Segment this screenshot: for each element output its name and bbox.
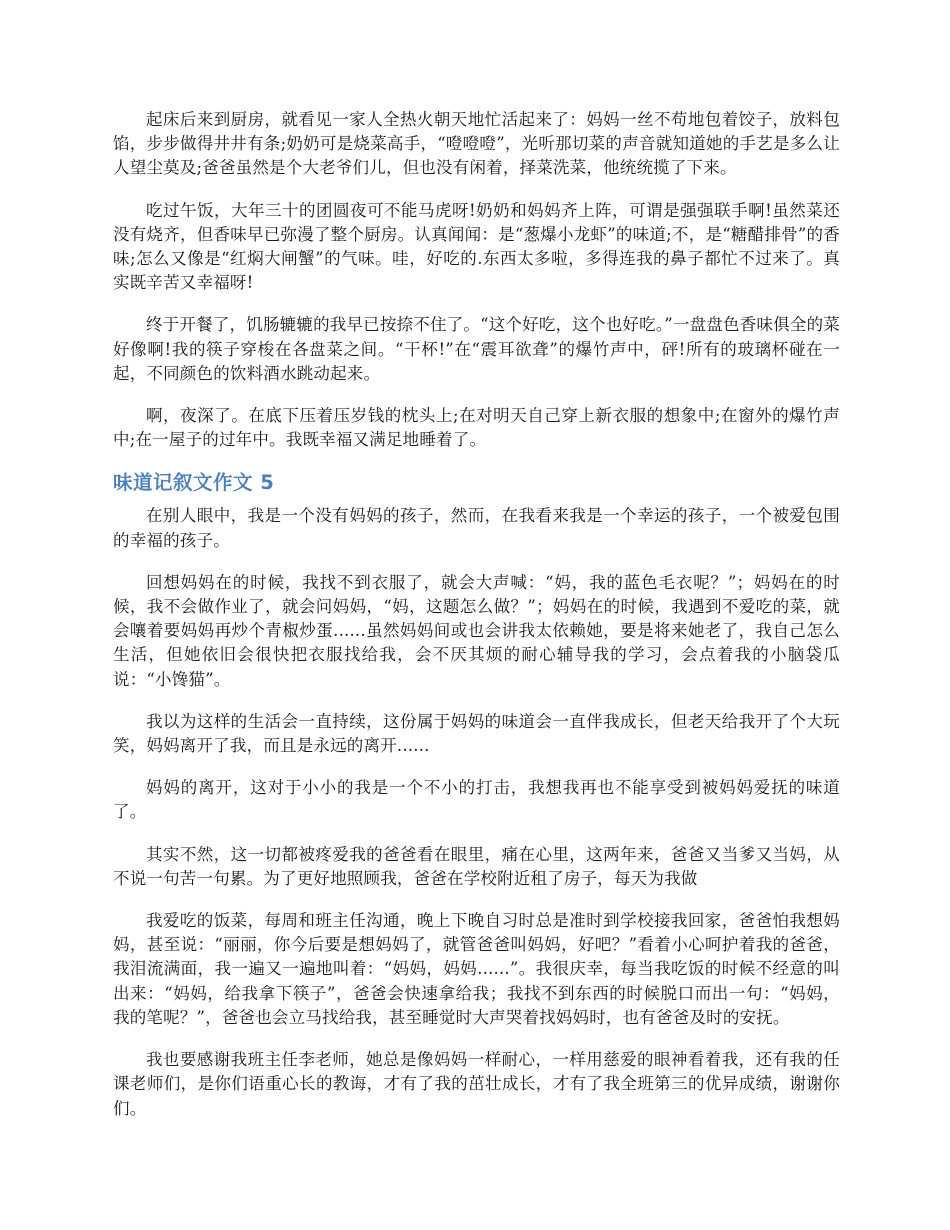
paragraph: 其实不然，这一切都被疼爱我的爸爸看在眼里，痛在心里，这两年来，爸爸又当爹又当妈，从不说一句苦一句累。为了更好地照顾我，爸爸在学校附近租了房子，每天为我做: [113, 844, 840, 888]
paragraph: 终于开餐了，饥肠辘辘的我早已按捺不住了。“这个好吃，这个也好吃。”一盘盘色香味俱全的菜好像啊!我的筷子穿梭在各盘菜之间。“干杯!”在“震耳欲聋”的爆竹声中，砰!所有的玻璃杯碰在一起，不同颜色的饮料酒水跳动起来。: [113, 315, 840, 383]
section-heading: 味道记叙文作文 5: [113, 471, 275, 495]
paragraph: 回想妈妈在的时候，我找不到衣服了，就会大声喊：“妈，我的蓝色毛衣呢？”；妈妈在的时候，我不会做作业了，就会问妈妈，“妈，这题怎么做？”；妈妈在的时候，我遇到不爱吃的菜，就会嚷着要妈妈再炒个青椒炒蛋......虽然妈妈间或也会讲我太依赖她，要是将来她老了，我自己怎么生活，但她依旧会很快把衣服找给我，会不厌其烦的耐心辅导我的学习，会点着我的小脑袋瓜说：“小馋猫”。: [113, 572, 840, 689]
paragraph: 在别人眼中，我是一个没有妈妈的孩子，然而，在我看来我是一个幸运的孩子，一个被爱包围的幸福的孩子。: [113, 506, 840, 550]
document-page: [113, 108, 840, 1139]
paragraph: 我以为这样的生活会一直持续，这份属于妈妈的味道会一直伴我成长，但老天给我开了个大玩笑，妈妈离开了我，而且是永远的离开......: [113, 711, 840, 756]
paragraph: 起床后来到厨房，就看见一家人全热火朝天地忙活起来了：妈妈一丝不苟地包着饺子，放料包馅，步步做得井井有条;奶奶可是烧菜高手，“噔噔噔”，光听那切菜的声音就知道她的手艺是多么让人望尘莫及;爸爸虽然是个大老爷们儿，但也没有闲着，择菜洗菜，他统统揽了下来。: [113, 110, 840, 178]
paragraph: 啊，夜深了。在底下压着压岁钱的枕头上;在对明天自己穿上新衣服的想象中;在窗外的爆竹声中;在一屋子的过年中。我既幸福又满足地睡着了。: [113, 406, 840, 450]
paragraph: 吃过午饭，大年三十的团圆夜可不能马虎呀!奶奶和妈妈齐上阵，可谓是强强联手啊!虽然菜还没有烧齐，但香味早已弥漫了整个厨房。认真闻闻：是“葱爆小龙虾”的味道;不，是“糖醋排骨”的香味;怎么又像是“红焖大闸蟹”的气味。哇，好吃的.东西太多啦，多得连我的鼻子都忙不过来了。真实既辛苦又幸福呀!: [113, 200, 840, 293]
paragraph: 我爱吃的饭菜，每周和班主任沟通，晚上下晚自习时总是准时到学校接我回家，爸爸怕我想妈妈，甚至说：“丽丽，你今后要是想妈妈了，就管爸爸叫妈妈，好吧？”看着小心呵护着我的爸爸，我泪流满面，我一遍又一遍地叫着：“妈妈，妈妈......”。我很庆幸，每当我吃饭的时候不经意的叫出来：“妈妈，给我拿下筷子”，爸爸会快速拿给我；我找不到东西的时候脱口而出一句：“妈妈，我的笔呢？”，爸爸也会立马找给我，甚至睡觉时大声哭着找妈妈时，也有爸爸及时的安抚。: [113, 911, 840, 1027]
paragraph: 我也要感谢我班主任李老师，她总是像妈妈一样耐心，一样用慈爱的眼神看着我，还有我的任课老师们，是你们语重心长的教诲，才有了我的茁壮成长，才有了我全班第三的优异成绩，谢谢你们。: [113, 1050, 840, 1118]
paragraph: 妈妈的离开，这对于小小的我是一个不小的打击，我想我再也不能享受到被妈妈爱抚的味道了。: [113, 778, 840, 822]
